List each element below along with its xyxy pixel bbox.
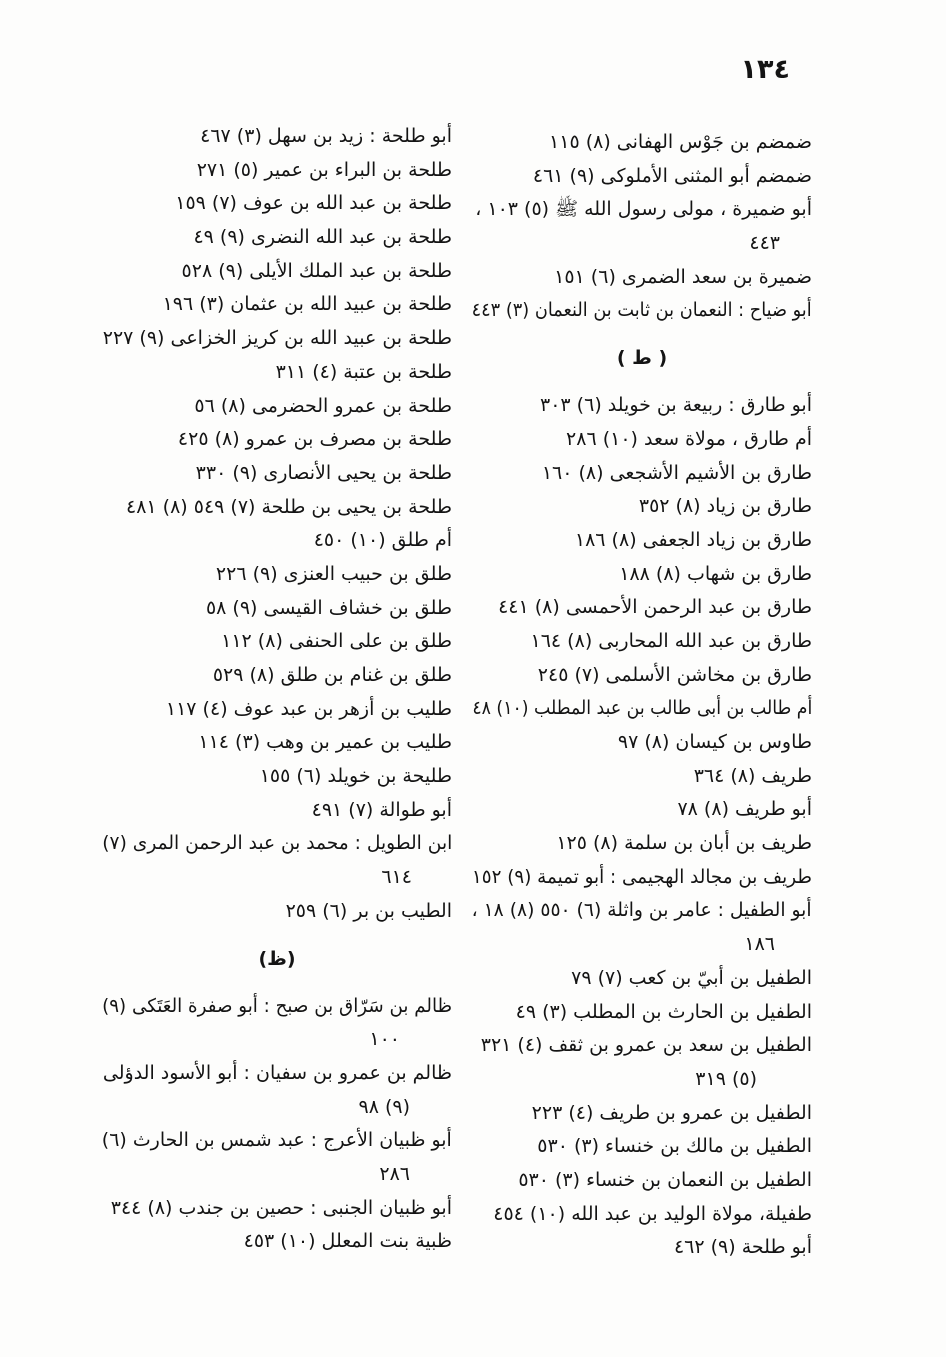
index-entry: أبو ضميرة ، مولى رسول الله ﷺ (٥) ١٠٣ ، — [475, 198, 812, 221]
index-entry: ضمضم أبو المثنى الأملوكى (٩) ٤٦١ — [532, 164, 812, 187]
index-entry: طليب بن عمير بن وهب (٣) ١١٤ — [198, 731, 452, 754]
index-entry: أبو الطفيل : عامر بن واثلة (٦) ٥٥٠ (٨) ١٨ ، — [471, 899, 812, 922]
index-entry: طلق بن حبيب العنزى (٩) ٢٢٦ — [215, 562, 452, 585]
index-entry: طلحة بن يحيى بن طلحة (٧) ٥٤٩ (٨) ٤٨١ — [125, 495, 452, 518]
index-entry: الطفيل بن أبيّ بن كعب (٧) ٧٩ — [571, 966, 812, 989]
index-entry: أبو طلحة : زيد بن سهل (٣) ٤٦٧ — [200, 125, 452, 147]
index-entry: الطفيل بن الحارث بن المطلب (٣) ٤٩ — [515, 1000, 812, 1023]
index-entry: طفيلة، مولاة الوليد بن عبد الله (١٠) ٤٥٤ — [493, 1202, 812, 1225]
index-entry-continuation: ٦١٤ — [381, 866, 412, 889]
index-entry: طريف بن مجالد الهجيمى : أبو تميمة (٩) ١٥٢ — [472, 865, 812, 888]
section-heading: (ظ) — [258, 947, 296, 970]
index-entry: أبو طارق : ربيعة بن خويلد (٦) ٣٠٣ — [540, 394, 812, 417]
index-entry: أبو طريف (٨) ٧٨ — [677, 798, 812, 821]
index-entry: طريف (٨) ٣٦٤ — [693, 764, 812, 787]
index-entry: طلحة بن مصرف بن عمرو (٨) ٤٢٥ — [177, 428, 452, 451]
page-number: ١٣٤ — [740, 54, 790, 85]
index-entry: أم طارق ، مولاة سعد (١٠) ٢٨٦ — [566, 427, 812, 450]
index-entry: الطفيل بن النعمان بن خنساء (٣) ٥٣٠ — [518, 1168, 812, 1191]
index-entry: أبو طلحة (٩) ٤٦٢ — [673, 1236, 812, 1259]
section-heading: ( ط ) — [616, 347, 668, 370]
index-entry: طلحة بن عبد الله النضرى (٩) ٤٩ — [193, 226, 452, 249]
index-entry: ضمضم بن جَوْس الهفانى (٨) ١١٥ — [549, 131, 812, 153]
index-entry: الطفيل بن عمرو بن طريف (٤) ٢٢٣ — [531, 1101, 812, 1124]
index-entry: طارق بن زياد الجعفى (٨) ١٨٦ — [574, 528, 812, 551]
index-entry: طلحة بن يحيى الأنصارى (٩) ٣٣٠ — [195, 461, 452, 484]
index-entry: ضميرة بن سعد الضمرى (٦) ١٥١ — [554, 265, 812, 288]
index-entry-continuation: ٤٤٣ — [749, 232, 780, 255]
index-entry: طارق بن مخاشن الأسلمى (٧) ٢٤٥ — [537, 663, 812, 686]
index-entry-continuation: (٩) ٩٨ — [358, 1095, 410, 1118]
index-entry: ظالم بن عمرو بن سفيان : أبو الأسود الدؤلى — [102, 1061, 452, 1084]
index-entry: طارق بن شهاب (٨) ١٨٨ — [619, 562, 812, 585]
index-entry: طليحة بن خويلد (٦) ١٥٥ — [259, 765, 452, 788]
index-entry: طلق بن على الحنفى (٨) ١١٢ — [221, 630, 452, 653]
index-entry: طلحة بن عبد الله بن عوف (٧) ١٥٩ — [175, 192, 452, 215]
index-entry: طلحة بن عبد الملك الأيلى (٩) ٥٢٨ — [181, 259, 452, 282]
index-entry-continuation: (٥) ٣١٩ — [695, 1067, 757, 1090]
index-entry-continuation: ١٠٠ — [369, 1028, 400, 1051]
index-entry: طارق بن زياد (٨) ٣٥٢ — [638, 495, 812, 518]
index-entry: الطيب بن بر (٦) ٢٥٩ — [285, 899, 452, 922]
index-entry-continuation: ٢٨٦ — [379, 1162, 410, 1185]
index-entry: طريف بن أبان بن سلمة (٨) ١٢٥ — [556, 832, 812, 855]
index-entry: طاوس بن كيسان (٨) ٩٧ — [617, 731, 812, 753]
index-entry: الطفيل بن سعد بن عمرو بن ثقف (٤) ٣٢١ — [480, 1034, 812, 1057]
index-entry: أم طلق (١٠) ٤٥٠ — [313, 529, 452, 552]
index-entry: طلحة بن عبيد الله بن كريز الخزاعى (٩) ٢٢٧ — [102, 327, 452, 350]
index-entry: ظبية بنت المعلل (١٠) ٤٥٣ — [243, 1230, 452, 1253]
index-entry: طلحة بن البراء بن عمير (٥) ٢٧١ — [196, 158, 452, 181]
index-entry: طلحة بن عمرو الحضرمى (٨) ٥٦ — [194, 394, 452, 417]
index-entry: طلحة بن عتبة (٤) ٣١١ — [275, 360, 452, 383]
index-entry: أبو ضياح : النعمان بن ثابت بن النعمان (٣) ٤٤٣ — [471, 299, 812, 322]
index-entry: أبو ظبيان الجنبى : حصين بن جندب (٨) ٣٤٤ — [110, 1196, 452, 1219]
index-entry: أم طالب بن أبى طالب بن عبد المطلب (١٠) ٤٨ — [472, 697, 812, 720]
index-entry: طلق بن خشاف القيسى (٩) ٥٨ — [205, 596, 452, 619]
index-entry: ابن الطويل : محمد بن عبد الرحمن المرى (٧) — [101, 832, 452, 855]
index-entry: طارق بن الأشيم الأشجعى (٨) ١٦٠ — [541, 461, 812, 484]
index-entry: أبو ظبيان الأعرج : عبد شمس بن الحارث (٦) — [102, 1129, 452, 1152]
index-entry-continuation: ١٨٦ — [744, 933, 775, 956]
index-entry: الطفيل بن مالك بن خنساء (٣) ٥٣٠ — [537, 1135, 812, 1158]
index-column-left — [102, 120, 452, 1259]
index-entry: طليب بن أزهر بن عبد عوف (٤) ١١٧ — [165, 697, 452, 720]
index-entry: أبو طوالة (٧) ٤٩١ — [311, 798, 452, 821]
index-column-right — [472, 126, 812, 1265]
index-entry: طلق بن غنام بن طلق (٨) ٥٢٩ — [212, 664, 452, 686]
index-entry: ظالم بن سَرّاق بن صبح : أبو صفرة العَتَكى (٩) — [102, 994, 453, 1017]
index-entry: طارق بن عبد الرحمن الأحمسى (٨) ٤٤١ — [498, 596, 812, 619]
index-entry: طلحة بن عبيد الله بن عثمان (٣) ١٩٦ — [162, 293, 452, 316]
index-entry: طارق بن عبد الله المحاربى (٨) ١٦٤ — [530, 629, 812, 652]
